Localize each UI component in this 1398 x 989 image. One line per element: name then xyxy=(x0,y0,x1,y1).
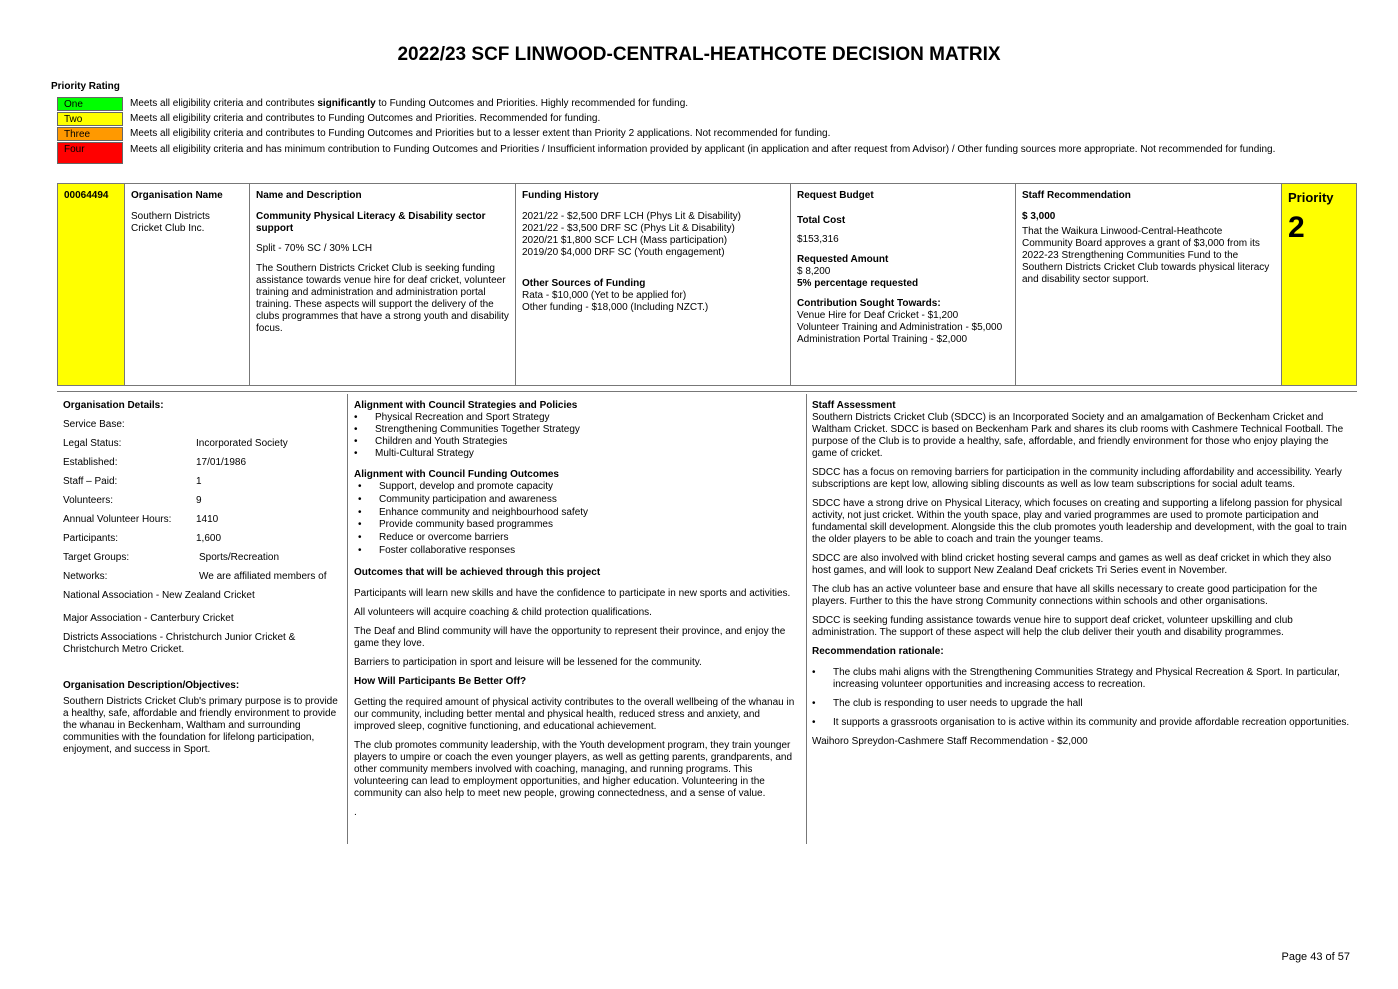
funding-history-item: 2021/22 - $2,500 DRF LCH (Phys Lit & Disability) xyxy=(522,211,741,222)
other-source-item: Other funding - $18,000 (Including NZCT.) xyxy=(522,302,709,313)
list-item: • It supports a grassroots organisation to is active within its community and provide affordable recreation opportunities. xyxy=(812,717,1352,729)
priority-cell xyxy=(1282,184,1356,385)
total-cost-value: $153,316 xyxy=(797,234,839,245)
priority-desc-four: Meets all eligibility criteria and has minimum contribution to Funding Outcomes and Priorities / Insufficient information provided by applicant (in application and after request from Advisor) / Other funding sources more appropriate. Not recommended for funding. xyxy=(130,144,1276,155)
list-item: • The clubs mahi aligns with the Strengthening Communities Strategy and Physical Recreation & Sport. In particular, increasing volunteer opportunities and increasing access to recreation. xyxy=(812,667,1352,691)
organisation-details-heading: Organisation Details: xyxy=(63,400,164,411)
list-item: • Community participation and awareness xyxy=(358,494,800,507)
staff-recommendation-heading: Staff Recommendation xyxy=(1022,190,1131,201)
outcome-paragraph: The Deaf and Blind community will have the opportunity to represent their province, and enjoy the game they love. xyxy=(354,625,786,649)
priority-badge-one: One xyxy=(57,97,123,111)
list-item: • Multi-Cultural Strategy xyxy=(354,448,800,460)
requested-amount-value: $ 8,200 xyxy=(797,266,831,277)
name-description-cell xyxy=(250,184,516,385)
assessment-paragraph: SDCC are also involved with blind cricket hosting several camps and games as well as deaf cricket in which they also host games, and will look to support New Zealand Deaf crickets Tri Series event in November. xyxy=(812,553,1332,576)
assessment-paragraph: SDCC is seeking funding assistance towards venue hire to support deaf cricket, volunteer upskilling and club administration. The support of these aspect will help the club deliver their youth and disability programmes. xyxy=(812,615,1293,638)
application-id-cell xyxy=(58,184,125,385)
priority-desc-one: Meets all eligibility criteria and contributes significantly to Funding Outcomes and Priorities. Highly recommended for funding. xyxy=(130,98,689,109)
priority-desc-two: Meets all eligibility criteria and contributes to Funding Outcomes and Priorities. Recommended for funding. xyxy=(130,113,601,124)
assessment-paragraph: SDCC have a strong drive on Physical Literacy, which focuses on creating and supporting a lifelong passion for physical activity, not just cricket. Within the youth space, play and varied programmes are used to promote participation and fundamental skill development. Alongside this the club promotes youth leadership and development, with the goal to train the older players to be able to coach and train the younger teams. xyxy=(812,498,1347,545)
total-cost-heading: Total Cost xyxy=(797,215,846,226)
outcome-paragraph: All volunteers will acquire coaching & child protection qualifications. xyxy=(354,606,652,618)
project-name: Community Physical Literacy & Disability sector support xyxy=(256,211,486,234)
staff-assessment-heading: Staff Assessment xyxy=(812,400,896,411)
network-item: Major Association - Canterbury Cricket xyxy=(63,613,234,624)
funding-history-item: 2020/21 $1,800 SCF LCH (Mass participation) xyxy=(522,235,728,246)
list-item: • Enhance community and neighbourhood safety xyxy=(358,507,800,520)
staff-recommendation-amount: $ 3,000 xyxy=(1022,211,1056,222)
funding-outcomes-list xyxy=(354,481,800,558)
list-item: • Provide community based programmes xyxy=(358,519,800,532)
organisation-details-section xyxy=(63,400,345,756)
percentage-requested: 5% percentage requested xyxy=(797,278,919,289)
project-description: The Southern Districts Cricket Club is seeking funding assistance towards venue hire for deaf cricket, volunteer training and administration and administration portal training. These aspects will support the delivery of the clubs programmes that have a strong youth and disability focus. xyxy=(256,263,509,334)
name-description-heading: Name and Description xyxy=(256,190,362,201)
organisation-name-heading: Organisation Name xyxy=(131,190,223,201)
network-item: National Association - New Zealand Cricket xyxy=(63,590,255,601)
assessment-paragraph: Southern Districts Cricket Club (SDCC) is an Incorporated Society and an amalgamation of Beckenham Cricket and Waltham Cricket. SDCC is based on Beckenham Park and shares its club rooms with Cashmere Technical Football. The purpose of the Club is to provide a healthy, safe, affordable, and friendly environment for those who enjoy playing the game of cricket. xyxy=(812,412,1344,459)
request-budget-cell xyxy=(791,184,1016,385)
requested-amount-heading: Requested Amount xyxy=(797,254,889,265)
list-item: • Support, develop and promote capacity xyxy=(358,481,800,494)
project-split: Split - 70% SC / 30% LCH xyxy=(256,243,373,254)
better-off-paragraph: The club promotes community leadership, with the Youth development program, they train younger players to umpire or coach the even younger players, as well as getting parents, grandparents, and other community members involved with coaching, managing, and running programs. This volunteering can lead to employment opportunities, and higher education. Volunteering in the community can also help to meet new people, growing connectedness, and a sense of value. xyxy=(354,739,793,799)
organisation-description-heading: Organisation Description/Objectives: xyxy=(63,680,240,691)
priority-rating-heading: Priority Rating xyxy=(51,81,120,92)
priority-badge-four: Four xyxy=(57,142,123,164)
funding-history-cell xyxy=(516,184,791,385)
contribution-item: Volunteer Training and Administration - $5,000 xyxy=(797,322,1003,333)
priority-heading: Priority xyxy=(1288,190,1334,205)
strategies-list xyxy=(354,412,800,460)
application-id: 00064494 xyxy=(64,190,109,201)
list-item: • The club is responding to user needs to upgrade the hall xyxy=(812,698,1352,710)
funding-history-heading: Funding History xyxy=(522,190,599,201)
list-item: • Physical Recreation and Sport Strategy xyxy=(354,412,800,424)
assessment-paragraph: SDCC has a focus on removing barriers for participation in the community including affordability and accessibility. Yearly subscriptions are kept low, allowing sibling discounts as well as low team subscriptions for social adult teams. xyxy=(812,467,1342,490)
page-title: 2022/23 SCF LINWOOD-CENTRAL-HEATHCOTE DECISION MATRIX xyxy=(397,44,1001,65)
organisation-name: Southern Districts Cricket Club Inc. xyxy=(131,211,210,234)
better-off-heading: How Will Participants Be Better Off? xyxy=(354,675,527,687)
priority-badge-two: Two xyxy=(57,112,123,126)
network-item: Districts Associations - Christchurch Junior Cricket & Christchurch Metro Cricket. xyxy=(63,632,296,655)
priority-desc-three: Meets all eligibility criteria and contributes to Funding Outcomes and Priorities but to a lesser extent than Priority 2 applications. Not recommended for funding. xyxy=(130,128,831,139)
page-number: Page 43 of 57 xyxy=(1281,951,1350,963)
list-item: • Reduce or overcome barriers xyxy=(358,532,800,545)
better-off-paragraph: . xyxy=(354,806,357,818)
contribution-heading: Contribution Sought Towards: xyxy=(797,298,941,309)
list-item: • Children and Youth Strategies xyxy=(354,436,800,448)
organisation-details-table: Service Base: Legal Status: Incorporated Society Established: 17/01/1986 Staff – Paid: 1 Volunteers: 9 Annual Volunteer Hours: 1410 Participants: 1,600 Target Groups: Sports/Recreation Networks: We are affiliated members of National Association - New Zealand Cricket xyxy=(63,419,327,601)
contribution-item: Administration Portal Training - $2,000 xyxy=(797,334,968,345)
strategies-heading: Alignment with Council Strategies and Policies xyxy=(354,400,578,411)
column-divider xyxy=(806,394,807,844)
better-off-paragraph: Getting the required amount of physical activity contributes to the overall wellbeing of the whanau in our community, including better mental and physical health, reduced stress and anxiety, and improved sleep, cognitive functioning, and educational achievement. xyxy=(354,696,795,732)
outcome-paragraph: Barriers to participation in sport and leisure will be lessened for the community. xyxy=(354,656,702,668)
waihoro-recommendation-note: Waihoro Spreydon-Cashmere Staff Recommendation - $2,000 xyxy=(812,736,1088,747)
priority-badge-three: Three xyxy=(57,127,123,141)
list-item: • Strengthening Communities Together Strategy xyxy=(354,424,800,436)
list-item: • Foster collaborative responses xyxy=(358,545,800,558)
contribution-item: Venue Hire for Deaf Cricket - $1,200 xyxy=(797,310,959,321)
request-budget-heading: Request Budget xyxy=(797,190,874,201)
alignment-section xyxy=(354,400,800,819)
outcomes-achieved-heading: Outcomes that will be achieved through this project xyxy=(354,566,601,578)
section-divider xyxy=(57,391,1357,392)
staff-recommendation-cell xyxy=(1016,184,1282,385)
organisation-description: Southern Districts Cricket Club's primary purpose is to provide a healthy, safe, affordable and friendly environment to provide the whanau in Beckenham, Waltham and surrounding communities with the foundation for lifelong participation, enjoyment, and success in Sport. xyxy=(63,696,338,755)
rationale-list xyxy=(812,667,1352,729)
other-source-item: Rata - $10,000 (Yet to be applied for) xyxy=(522,290,687,301)
rationale-heading: Recommendation rationale: xyxy=(812,646,944,657)
priority-value: 2 xyxy=(1288,211,1305,244)
staff-assessment-section xyxy=(812,400,1352,748)
other-sources-heading: Other Sources of Funding xyxy=(522,278,646,289)
funding-outcomes-heading: Alignment with Council Funding Outcomes xyxy=(354,469,559,480)
outcome-paragraph: Participants will learn new skills and have the confidence to participate in new sports and activities. xyxy=(354,587,791,599)
funding-history-item: 2019/20 $4,000 DRF SC (Youth engagement) xyxy=(522,247,725,258)
decision-matrix-row xyxy=(57,183,1357,386)
assessment-paragraph: The club has an active volunteer base and ensure that have all skills necessary to create good participation for the players. Further to this the have strong Community connections within schools and other organisations. xyxy=(812,584,1318,607)
funding-history-item: 2021/22 - $3,500 DRF SC (Phys Lit & Disability) xyxy=(522,223,735,234)
column-divider xyxy=(347,394,348,844)
staff-recommendation-text: That the Waikura Linwood-Central-Heathcote Community Board approves a grant of $3,000 from its 2022-23 Strengthening Communities Fund to the Southern Districts Cricket Club towards physical literacy and disability sector support. xyxy=(1022,226,1270,285)
organisation-name-cell xyxy=(125,184,250,385)
